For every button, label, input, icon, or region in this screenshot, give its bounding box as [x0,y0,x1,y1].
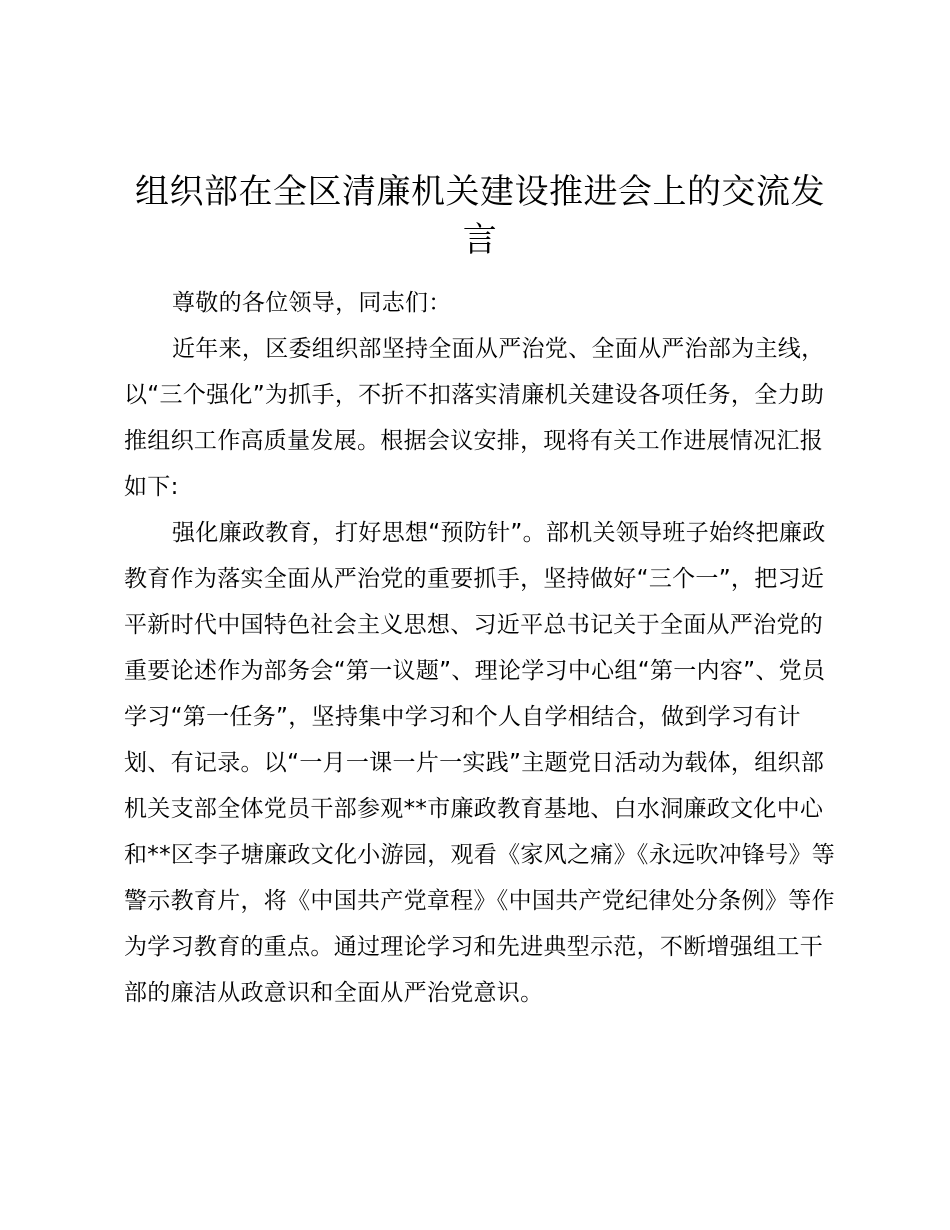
document-title: 组织部在全区清廉机关建设推进会上的交流发言 [135,172,825,260]
paragraph-intro: 近年来，区委组织部坚持全面从严治党、全面从严治部为主线，以“三个强化”为抓手，不折不扣落实清廉机关建设各项任务，全力助推组织工作高质量发展。根据会议安排，现将有关工作进展情况汇报如下: [124,336,825,500]
paragraph-education: 强化廉政教育，打好思想“预防针”。部机关领导班子始终把廉政教育作为落实全面从严治党的重要抓手，坚持做好“三个一”，把习近平新时代中国特色社会主义思想、习近平总书记关于全面从严治党的重要论述作为部务会“第一议题”、理论学习中心组“第一内容”、党员学习“第一任务”，坚持集中学习和个人自学相结合，做到学习有计划、有记录。以“一月一课一片一实践”主题党日活动为载体，组织部机关支部全体党员干部参观**市廉政教育基地、白水洞廉政文化中心和**区李子塘廉政文化小游园，观看《家风之痛》《永远吹冲锋号》等警示教育片，将《中国共产党章程》《中国共产党纪律处分条例》等作为学习教育的重点。通过理论学习和先进典型示范，不断增强组工干部的廉洁从政意识和全面从严治党意识。 [124,520,836,1006]
document-body [124,280,836,1016]
salutation: 尊敬的各位领导，同志们： [172,290,452,316]
